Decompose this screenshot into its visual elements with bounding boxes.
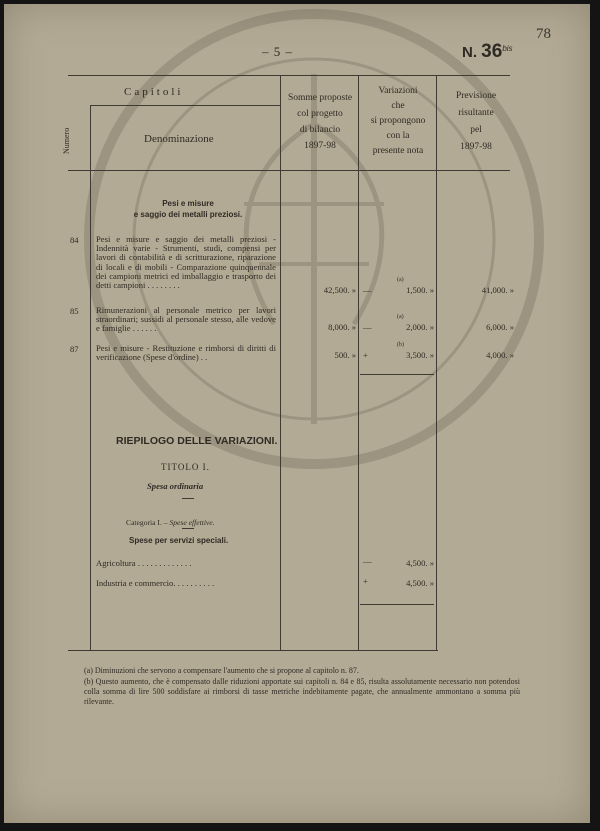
row-previsione: 4,000. » xyxy=(486,350,514,360)
row-number: 87 xyxy=(70,344,79,354)
previsione-header-line: Previsione xyxy=(455,91,497,101)
titolo-heading: TITOLO I. xyxy=(161,462,210,472)
previsione-header-line: risultante xyxy=(458,108,494,118)
row-description: Pesi e misure e saggio dei metalli preziosi - Indennità varie - Strumenti, studi, compensi per lavori di contabilità e di scritturazione, riparazione di locali e di mobili - Comparazione quinquennale dei campioni metrici ed imballaggio e trasporto dei detti campioni . . . . . . . . xyxy=(96,234,276,291)
previsione-col-rule xyxy=(436,75,437,650)
spesa-heading: Spesa ordinaria xyxy=(147,481,204,491)
page-mark: – 5 – xyxy=(262,44,293,59)
row-sign: — xyxy=(363,285,372,295)
denominazione-header: Denominazione xyxy=(144,133,214,145)
row-note: (a) xyxy=(397,314,404,320)
row-previsione: 6,000. » xyxy=(486,322,514,332)
row-sign: — xyxy=(363,322,372,332)
previsione-header-line: 1897-98 xyxy=(460,142,492,152)
spesa-dash xyxy=(182,498,194,499)
header-bottom-rule xyxy=(68,170,510,171)
row-variazione: 3,500. » xyxy=(406,350,434,360)
variazioni-header-line: che xyxy=(391,101,405,111)
row-variazione: 2,000. » xyxy=(406,322,434,332)
somme-header xyxy=(282,90,358,154)
numero-col-rule xyxy=(90,105,91,650)
row-description: Pesi e misure - Restituzione e rimborsi di diritti di verificazione (Spese d'ordine) . . xyxy=(96,343,276,363)
somme-header-line: di bilancio xyxy=(299,125,341,135)
servizi-heading: Spese per servizi speciali. xyxy=(129,536,229,545)
categoria-label: Categoria I. – xyxy=(126,518,168,527)
row-description: Rimunerazioni al personale metrico per lavori straordinari; sussidi al personale stesso, alle vedove e famiglie . . . . . . xyxy=(96,305,276,334)
row-number: 84 xyxy=(70,235,79,245)
numero-header: Numero xyxy=(62,127,71,154)
categoria-line xyxy=(126,518,215,527)
document-number xyxy=(462,41,513,63)
footnote-b: (b) Questo aumento, che è compensato dalle riduzioni apportate sui capitoli n. 84 e 85, risulta assolutamente necessario non potendosi colla somma di lire 500 soddisfare ai rimborsi di tasse metriche indebitamente pagate, che annualmente ammontano a somma più rilevante. xyxy=(84,677,520,706)
row-somme: 8,000. » xyxy=(328,322,356,332)
row-variazione: 1,500. » xyxy=(406,285,434,295)
riepilogo-title: RIEPILOGO DELLE VARIAZIONI. xyxy=(116,435,278,447)
categoria-dash xyxy=(182,528,194,529)
riepilogo-item-value: 4,500. » xyxy=(406,558,434,568)
riepilogo-item-sign: — xyxy=(363,556,372,566)
section-title-line: e saggio dei metalli preziosi. xyxy=(133,210,243,219)
capitoli-header: Capitoli xyxy=(124,86,184,98)
riepilogo-item-label: Agricoltura . . . . . . . . . . . . . xyxy=(96,558,192,568)
footnote-a: (a) Diminuzioni che servono a compensare l'aumento che si propone al capitolo n. 87. xyxy=(84,666,359,675)
table-top-rule xyxy=(68,75,510,76)
categoria-value: Spese effettive. xyxy=(169,518,215,527)
somme-col-rule xyxy=(280,75,281,650)
somme-header-line: 1897-98 xyxy=(304,141,336,151)
row-note: (b) xyxy=(397,342,404,348)
doc-prefix: N. xyxy=(462,44,477,61)
variazioni-header xyxy=(360,84,436,159)
row-number: 85 xyxy=(70,306,79,316)
section-title-line: Pesi e misure xyxy=(162,199,214,208)
doc-suffix: bis xyxy=(502,44,513,53)
row-previsione: 41,000. » xyxy=(481,285,514,295)
riepilogo-item-value: 4,500. » xyxy=(406,578,434,588)
doc-number: 36 xyxy=(481,41,503,62)
somme-header-line: col progetto xyxy=(297,109,343,119)
previsione-header-line: pel xyxy=(470,125,482,135)
section-title xyxy=(100,198,276,220)
document-page xyxy=(4,4,590,823)
riepilogo-item-sign: + xyxy=(363,576,368,586)
sum-rule-2 xyxy=(360,604,434,605)
riepilogo-item-label: Industria e commercio. . . . . . . . . . xyxy=(96,578,215,588)
row-somme: 500. » xyxy=(334,350,356,360)
variazioni-header-line: si propongono xyxy=(370,116,426,126)
somme-header-line: Somme proposte xyxy=(287,93,353,103)
variazioni-header-line: presente nota xyxy=(372,146,424,156)
variazioni-header-line: con la xyxy=(386,131,410,141)
capitoli-rule xyxy=(90,105,280,106)
page-number: 78 xyxy=(536,26,551,42)
variazioni-header-line: Variazioni xyxy=(378,86,418,96)
row-somme: 42,500. » xyxy=(323,285,356,295)
row-note: (a) xyxy=(397,277,404,283)
table-bottom-rule xyxy=(68,650,438,651)
sum-rule-1 xyxy=(360,374,434,375)
variazioni-col-rule xyxy=(358,75,359,650)
row-sign: + xyxy=(363,350,368,360)
previsione-header xyxy=(438,88,514,156)
